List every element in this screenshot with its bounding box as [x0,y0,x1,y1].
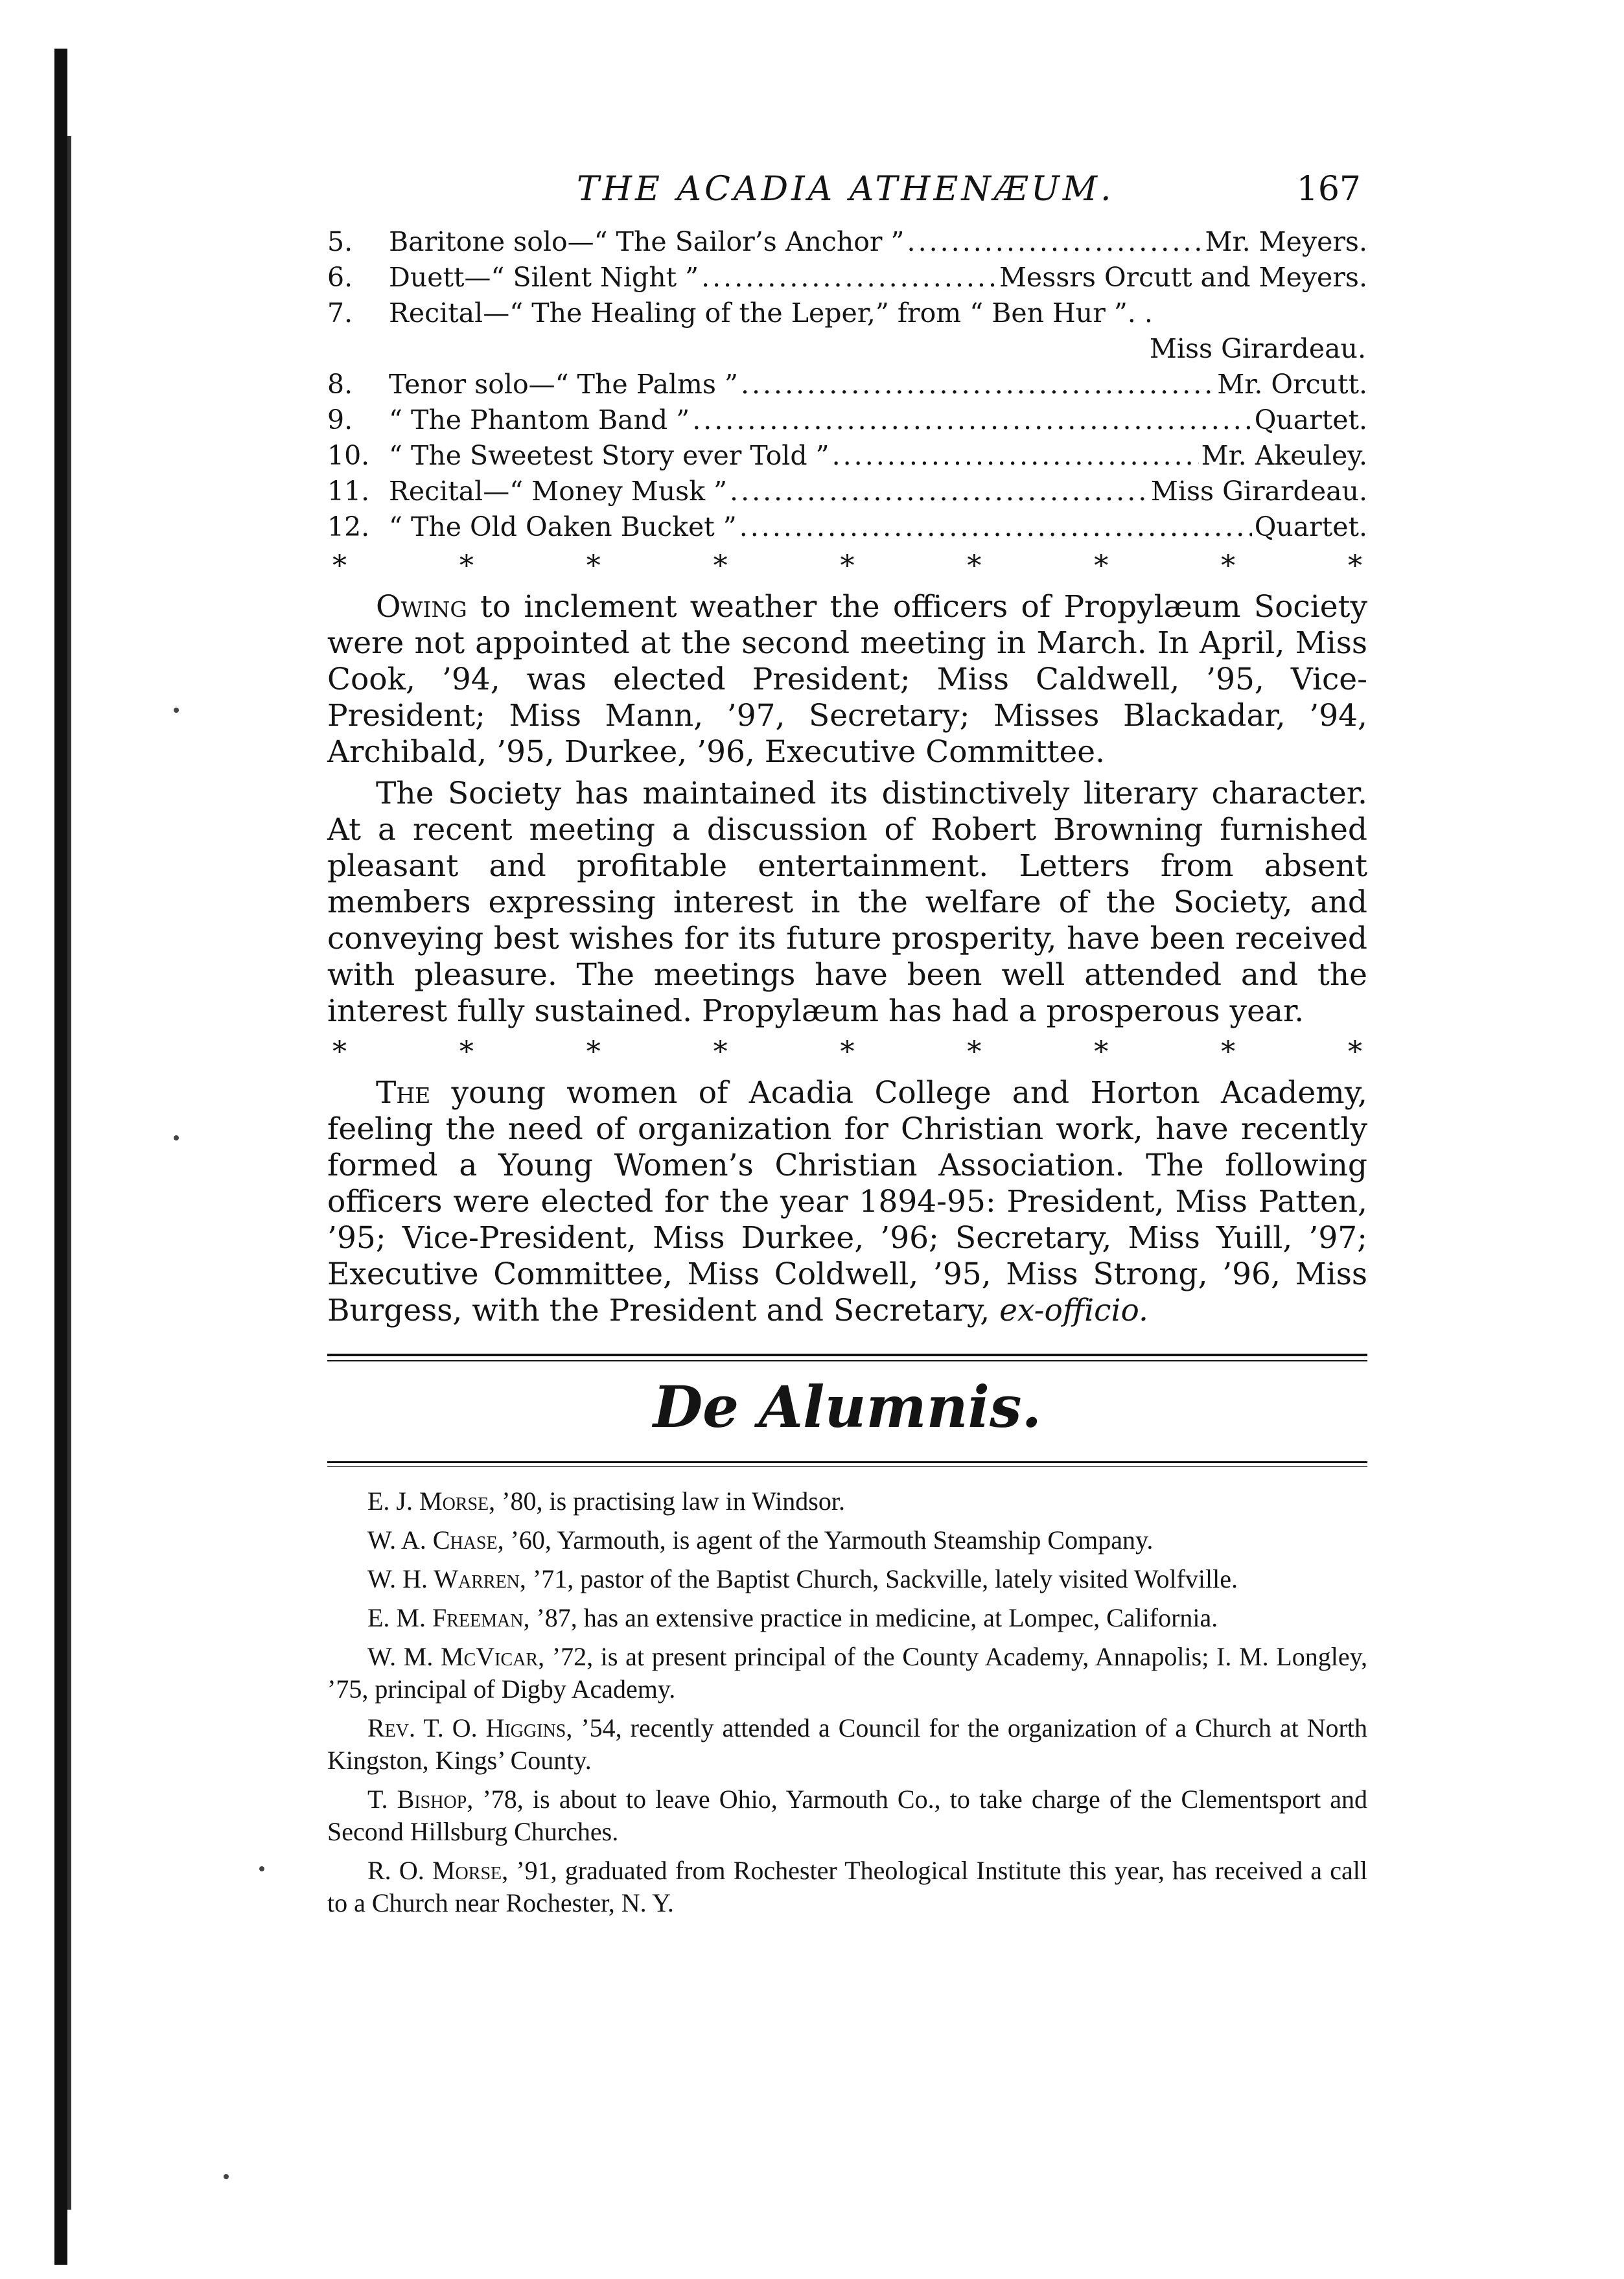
programme-item [327,438,1367,474]
item-number: 5. [327,226,353,257]
asterisk: * [967,550,982,583]
alumni-text: , ’80, is practising law in Windsor. [489,1487,845,1516]
asterisk: * [459,1035,474,1069]
alumni-entry [327,1855,1367,1919]
alumni-entry [327,1563,1367,1595]
dot-leader [739,509,1252,545]
alumni-name: W. H. Warren [367,1564,520,1593]
alumni-list [327,1485,1367,1919]
print-speck [174,1135,179,1140]
alumni-entry [327,1712,1367,1777]
asterism-separator [332,549,1362,584]
item-number: 11. [327,476,370,507]
running-head [327,162,1367,224]
item-number: 10. [327,440,370,471]
asterism-separator [332,1035,1362,1070]
programme-item [327,402,1367,438]
alumni-entry [327,1602,1367,1634]
programme-item [327,224,1367,260]
asterisk: * [1221,550,1236,583]
item-performer: Quartet. [1254,511,1367,542]
item-number: 6. [327,262,353,293]
programme-item [327,260,1367,295]
dot-leader [907,224,1203,260]
programme-item [327,474,1367,509]
alumni-name: W. M. McVicar [367,1642,539,1671]
alumni-text: , ’60, Yarmouth, is agent of the Yarmouth Steamship Company. [497,1525,1154,1555]
dot-leader [692,402,1252,438]
asterisk: * [332,550,347,583]
asterisk: * [586,550,601,583]
ex-officio-text: ex-officio. [999,1293,1148,1328]
alumni-name: Rev. T. O. Higgins [367,1713,566,1742]
asterisk: * [1221,1035,1236,1069]
alumni-text: , ’91, graduated from Rochester Theological Institute this year, has received a call to a Church near Rochester, N. Y. [327,1856,1367,1917]
asterisk: * [586,1035,601,1069]
asterisk: * [713,550,728,583]
lead-word: Owing [376,589,467,625]
asterisk: * [459,550,474,583]
dot-leader [832,438,1199,474]
lead-word: The [376,1075,431,1111]
page [327,162,1367,1926]
programme-item-performer-line [327,331,1367,367]
alumni-text: , ’54, recently attended a Council for the organization of a Church at North Kingston, Kings’ County. [327,1713,1367,1775]
alumni-text: , ’87, has an extensive practice in medicine, at Lompec, California. [523,1603,1218,1632]
alumni-name: E. J. Morse [367,1487,489,1516]
journal-title: THE ACADIA ATHENÆUM. [577,170,1115,209]
alumni-name: E. M. Freeman [367,1603,524,1632]
item-title: “ The Phantom Band ” [389,404,690,435]
alumni-text: , ’71, pastor of the Baptist Church, Sackville, lately visited Wolfville. [519,1564,1238,1593]
page-number: 167 [1296,170,1361,209]
asterisk: * [1094,1035,1109,1069]
programme-list [327,224,1367,545]
binding-shadow [67,136,71,2210]
item-number: 7. [327,297,353,329]
binding-edge [54,49,67,2265]
item-performer: Messrs Orcutt and Meyers. [999,262,1367,293]
alumni-entry [327,1524,1367,1556]
item-title: Tenor solo—“ The Palms ” [389,369,738,400]
alumni-entry [327,1641,1367,1706]
programme-item [327,367,1367,402]
dot-leader [701,260,997,295]
item-title: Recital—“ Money Musk ” [389,476,728,507]
asterisk: * [840,550,855,583]
paragraph-text: to inclement weather the officers of Propylæum Society were not appointed at the second meeting in March. In April, Miss Cook, ’94, was elected President; Miss Caldwell, ’95, Vice-President; Miss Mann, ’97, Secretary; Misses Blackadar, ’94, Archibald, ’95, Durkee, ’96, Executive Committee. [327,589,1367,770]
section-title: De Alumnis. [653,1373,1042,1440]
alumni-name: R. O. Morse [367,1856,502,1885]
item-performer: Mr. Akeuley. [1201,440,1367,471]
item-title: “ The Old Oaken Bucket ” [389,511,737,542]
asterisk: * [332,1035,347,1069]
dot-leader [741,367,1214,402]
item-title: Duett—“ Silent Night ” [389,262,699,293]
alumni-name: T. Bishop [367,1785,467,1814]
item-performer: Miss Girardeau. [1149,333,1366,364]
print-speck [224,2174,229,2179]
programme-item [327,509,1367,545]
item-performer: Miss Girardeau. [1150,476,1367,507]
propylaeum-paragraph-2 [327,776,1367,1030]
item-number: 9. [327,404,353,435]
asterisk: * [840,1035,855,1069]
print-speck [259,1866,264,1871]
item-performer: Quartet. [1254,404,1367,435]
alumni-text: , ’72, is at present principal of the County Academy, Annapolis; I. M. Longley, ’75, principal of Digby Academy. [327,1642,1367,1704]
asterisk: * [713,1035,728,1069]
paragraph-text: The Society has maintained its distinctively literary character. At a recent meeting a discussion of Robert Browning furnished pleasant and profitable entertainment. Letters from absent members expressing interest in the welfare of the Society, and conveying best wishes for its future prosperity, have been received with pleasure. The meetings have been well attended and the interest fully sustained. Propylæum has had a prosperous year. [327,776,1367,1029]
item-title: “ The Sweetest Story ever Told ” [389,440,829,471]
alumni-entry [327,1783,1367,1848]
asterisk: * [967,1035,982,1069]
print-speck [174,708,179,713]
asterisk: * [1348,550,1362,583]
item-performer: Mr. Meyers. [1205,226,1367,257]
alumni-name: W. A. Chase [367,1525,498,1555]
asterisk: * [1348,1035,1362,1069]
alumni-entry [327,1485,1367,1518]
item-number: 12. [327,511,370,542]
dot-leader [730,474,1148,509]
alumni-text: , ’78, is about to leave Ohio, Yarmouth Co., to take charge of the Clementsport and Second Hillsburg Churches. [327,1785,1368,1846]
section-rule-bottom [327,1461,1367,1467]
item-title: Recital—“ The Healing of the Leper,” from “ Ben Hur ”. . [389,297,1153,329]
ywca-paragraph [327,1075,1367,1329]
section-rule-top [327,1354,1367,1361]
item-number: 8. [327,369,353,400]
programme-item [327,295,1367,331]
item-performer: Mr. Orcutt. [1217,369,1367,400]
asterisk: * [1094,550,1109,583]
propylaeum-paragraph [327,589,1367,770]
paragraph-text: young women of Acadia College and Horton Academy, feeling the need of organization for Christian work, have recently formed a Young Women’s Christian Association. The following officers were elected for the year 1894-95: President, Miss Patten, ’95; Vice-President, Miss Durkee, ’96; Secretary, Miss Yuill, ’97; Executive Committee, Miss Coldwell, ’95, Miss Strong, ’96, Miss Burgess, with the President and Secretary, [327,1075,1367,1328]
item-title: Baritone solo—“ The Sailor’s Anchor ” [389,226,905,257]
